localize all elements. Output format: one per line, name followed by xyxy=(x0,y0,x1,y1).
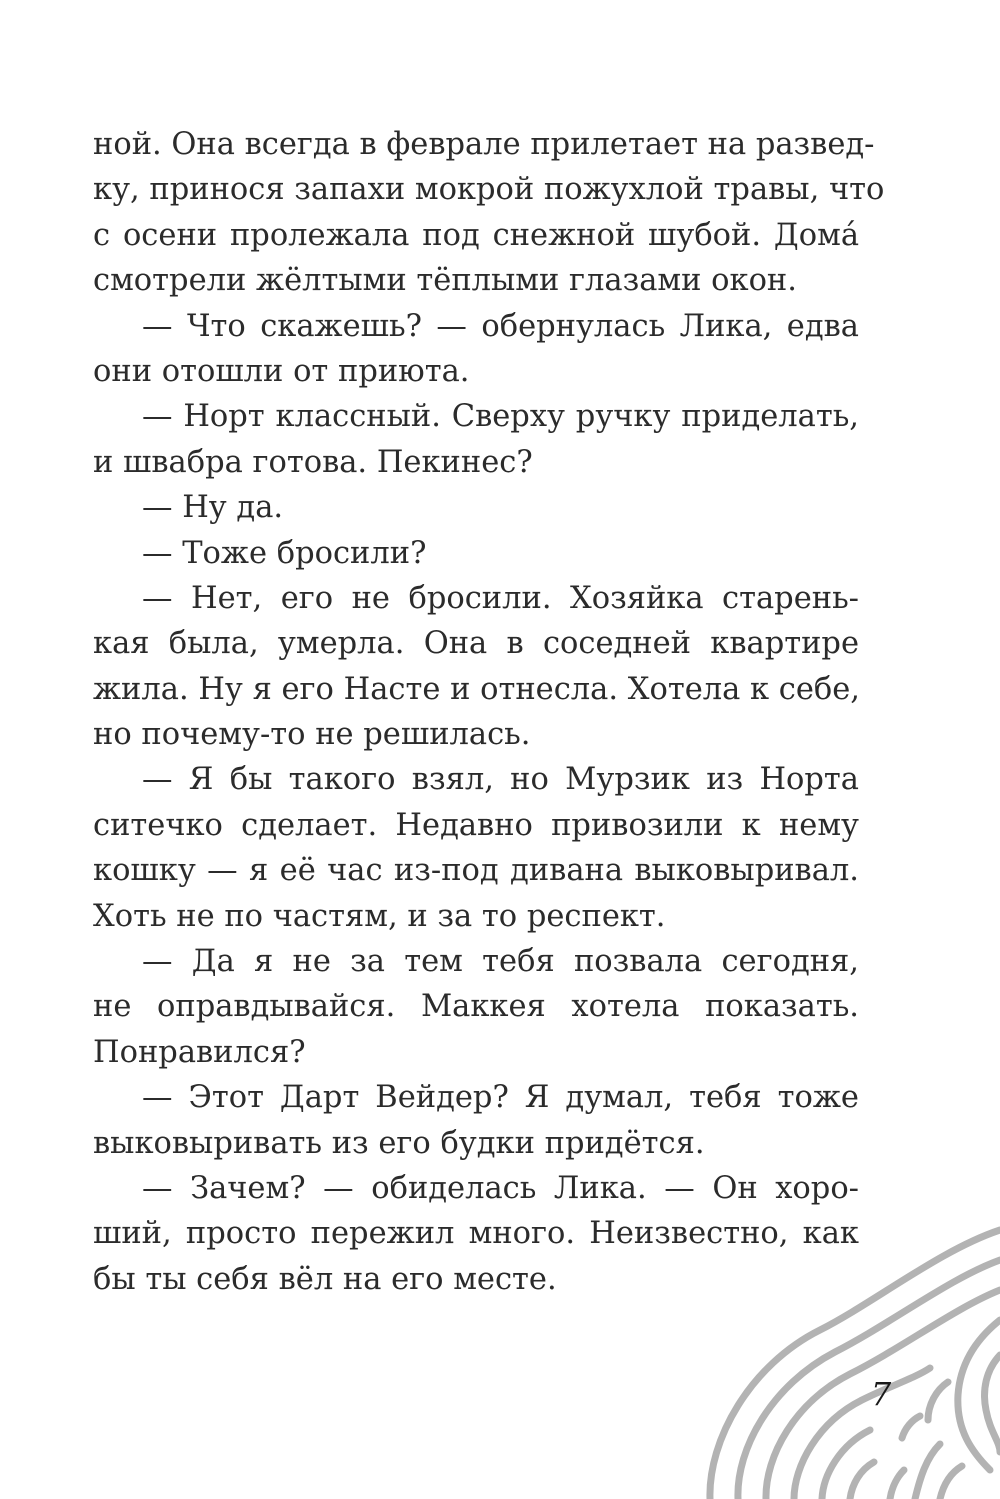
text-line: — Тоже бросили? xyxy=(142,535,427,571)
text-line: бы ты себя вёл на его месте. xyxy=(93,1261,557,1297)
text-line: ший, просто пережил много. Неизвестно, как xyxy=(93,1216,859,1252)
text-line: не оправдывайся. Маккея хотела показать. xyxy=(93,989,859,1025)
text-line: ной. Она всегда в феврале прилетает на развед- xyxy=(93,127,875,162)
swirl-pattern-decoration-icon xyxy=(690,1190,1000,1499)
text-line: с осени пролежала под снежной шубой. Дома́ xyxy=(93,217,859,253)
text-line: Хоть не по частям, и за то респект. xyxy=(93,898,666,934)
text-line: они отошли от приюта. xyxy=(93,353,470,389)
text-line: — Да я не за тем тебя позвала сегодня, xyxy=(142,944,859,980)
text-line: ку, принося запахи мокрой пожухлой травы, что xyxy=(93,172,885,208)
body-text xyxy=(93,122,885,1302)
text-line: — Ну да. xyxy=(142,490,284,526)
text-line: — Что скажешь? — обернулась Лика, едва xyxy=(142,308,859,344)
text-line: — Я бы такого взял, но Мурзик из Норта xyxy=(142,762,859,798)
text-line: Понравился? xyxy=(93,1034,306,1070)
text-line: смотрели жёлтыми тёплыми глазами окон. xyxy=(93,263,797,299)
text-line: кошку — я её час из-под дивана выковыривал. xyxy=(93,853,859,889)
text-line: — Нет, его не бросили. Хозяйка старень- xyxy=(142,580,859,616)
text-line: ситечко сделает. Недавно привозили к нему xyxy=(93,807,859,843)
text-line: — Норт классный. Сверху ручку приделать, xyxy=(142,399,859,435)
text-line: — Зачем? — обиделась Лика. — Он хоро- xyxy=(142,1170,859,1206)
text-line: жила. Ну я его Насте и отнесла. Хотела к себе, xyxy=(93,671,860,707)
text-line: — Этот Дарт Вейдер? Я думал, тебя тоже xyxy=(142,1080,859,1116)
text-line: но почему-то не решилась. xyxy=(93,717,531,753)
text-line: выковыривать из его будки придётся. xyxy=(93,1125,705,1161)
text-line: и швабра готова. Пекинес? xyxy=(93,444,533,480)
text-line: кая была, умерла. Она в соседней квартире xyxy=(93,626,859,662)
page-number: 7 xyxy=(870,1375,892,1413)
